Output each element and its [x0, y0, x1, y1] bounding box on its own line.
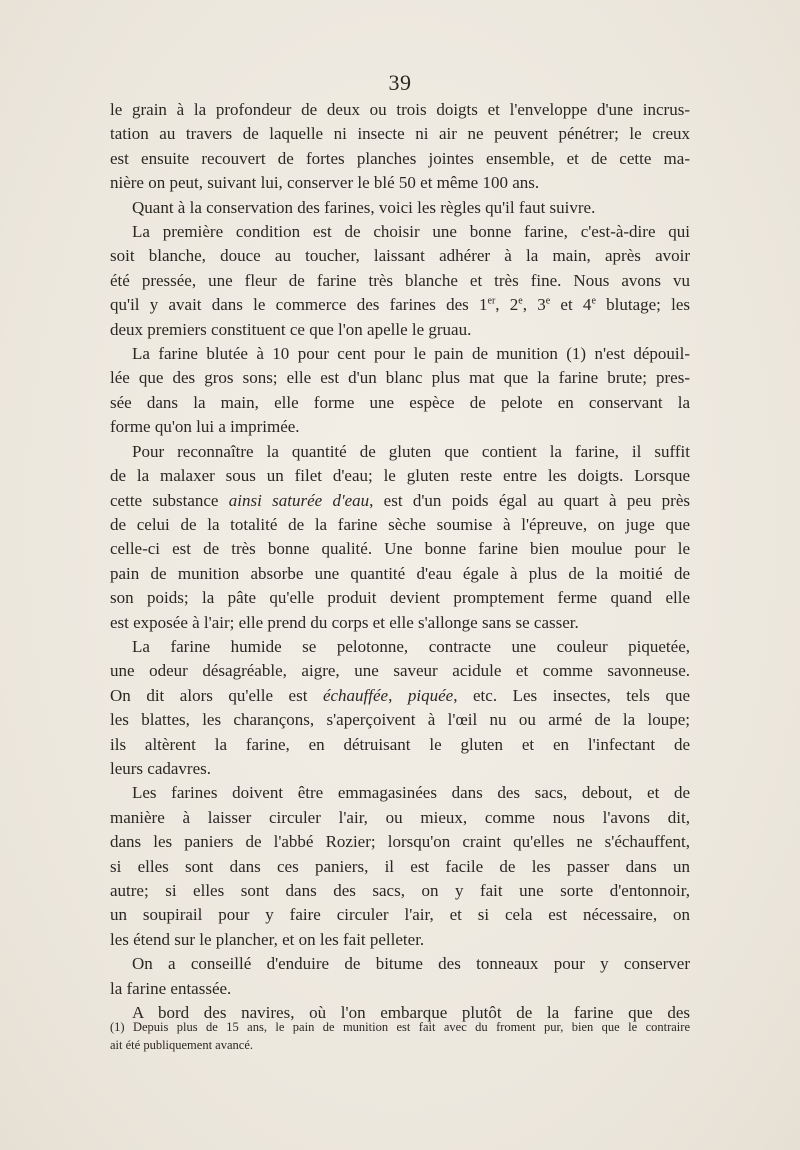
text-line: [110, 708, 690, 732]
italic-text: ainsi saturée d'eau: [228, 490, 370, 510]
text-segment: , 3: [522, 295, 546, 315]
text-segment: tation au travers de laquelle ni insecte ni air ne peuvent pénétrer; le creux: [110, 124, 690, 144]
text-segment: cette substance: [110, 490, 229, 510]
text-segment: et 4: [550, 295, 592, 315]
text-line: [110, 391, 690, 415]
text-segment: Pour reconnaître la quantité de gluten que contient la farine, il suffit: [132, 441, 690, 461]
text-segment: si elles sont dans ces paniers, il est facile de les passer dans un: [110, 856, 690, 876]
text-line: [110, 269, 690, 293]
text-segment: de la malaxer sous un filet d'eau; le gluten reste entre les doigts. Lorsque: [110, 466, 690, 486]
text-segment: manière à laisser circuler l'air, ou mieux, comme nous l'avons dit,: [110, 807, 690, 827]
text-segment: dans les paniers de l'abbé Rozier; lorsqu'on craint qu'elles ne s'échauffent,: [110, 832, 690, 852]
text-line: [110, 196, 690, 220]
text-segment: une odeur désagréable, aigre, une saveur acidule et comme savonneuse.: [110, 661, 690, 681]
text-segment: est ensuite recouvert de fortes planches jointes ensemble, et de cette ma-: [110, 148, 690, 168]
text-line: [110, 855, 690, 879]
text-line: [110, 489, 690, 513]
text-line: [110, 415, 690, 439]
text-segment: , 2: [495, 295, 519, 315]
text-segment: , est d'un poids égal au quart à peu près: [369, 490, 690, 510]
text-segment: celle-ci est de très bonne qualité. Une bonne farine bien moulue pour le: [110, 539, 690, 559]
text-line: [110, 977, 690, 1001]
text-segment: On dit alors qu'elle est: [110, 685, 323, 705]
text-line: [110, 220, 690, 244]
text-line: [110, 122, 690, 146]
text-segment: est exposée à l'air; elle prend du corps et elle s'allonge sans se casser.: [110, 612, 579, 632]
text-segment: On a conseillé d'enduire de bitume des tonneaux pour y conserver: [132, 954, 690, 974]
superscript: e: [591, 295, 596, 307]
text-line: [110, 366, 690, 390]
text-line: [110, 147, 690, 171]
text-line: [110, 733, 690, 757]
text-segment: son poids; la pâte qu'elle produit devient promptement ferme quand elle: [110, 588, 690, 608]
text-line: [110, 611, 690, 635]
body-text: [110, 98, 690, 1025]
text-segment: blutage; les: [595, 295, 691, 315]
footnote-line: (1) Depuis plus de 15 ans, le pain de munition est fait avec du froment pur, bien que le contraire: [110, 1020, 690, 1034]
text-segment: La farine blutée à 10 pour cent pour le pain de munition (1) n'est dépouil-: [132, 344, 690, 364]
text-segment: le grain à la profondeur de deux ou trois doigts et l'enveloppe d'une incrus-: [110, 100, 690, 119]
superscript: er: [487, 295, 496, 307]
text-segment: La farine humide se pelotonne, contracte une couleur piquetée,: [132, 636, 690, 656]
text-line: [110, 928, 690, 952]
text-line: [110, 464, 690, 488]
footnote: [110, 1018, 690, 1054]
text-segment: qu'il y avait dans le commerce des farines des 1: [110, 295, 488, 315]
footnote-line: ait été publiquement avancé.: [110, 1038, 253, 1052]
text-line: [110, 879, 690, 903]
text-line: [110, 537, 690, 561]
text-segment: Les farines doivent être emmagasinées dans des sacs, debout, et de: [132, 783, 690, 803]
text-line: [110, 293, 690, 317]
text-line: [110, 318, 690, 342]
text-line: [110, 244, 690, 268]
superscript: e: [518, 295, 523, 307]
text-segment: leurs cadavres.: [110, 758, 212, 778]
page-number: 39: [388, 70, 412, 95]
text-segment: les blattes, les charançons, s'aperçoivent à l'œil nu ou armé de la loupe;: [110, 710, 690, 730]
text-line: [110, 586, 690, 610]
text-segment: été pressée, une fleur de farine très blanche et très fine. Nous avons vu: [110, 270, 690, 290]
text-line: [110, 684, 690, 708]
text-segment: sée dans la main, elle forme une espèce de pelote en conservant la: [110, 392, 690, 412]
text-line: [110, 513, 690, 537]
text-line: [110, 781, 690, 805]
text-line: [110, 562, 690, 586]
text-line: [110, 171, 690, 195]
text-line: [110, 635, 690, 659]
text-segment: , etc. Les insectes, tels que: [453, 685, 690, 705]
text-segment: forme qu'on lui a imprimée.: [110, 417, 300, 437]
text-segment: deux premiers constituent ce que l'on apelle le gruau.: [110, 319, 472, 339]
text-segment: les étend sur le plancher, et on les fait pelleter.: [110, 929, 425, 949]
text-segment: soit blanche, douce au toucher, laissant adhérer à la main, après avoir: [110, 246, 690, 266]
text-segment: autre; si elles sont dans des sacs, on y fait une sorte d'entonnoir,: [110, 881, 690, 900]
text-segment: pain de munition absorbe une quantité d'eau égale à plus de la moitié de: [110, 563, 690, 583]
text-line: [110, 757, 690, 781]
text-line: [110, 830, 690, 854]
text-line: [110, 806, 690, 830]
text-segment: la farine entassée.: [110, 978, 232, 998]
italic-text: échauffée: [322, 685, 389, 705]
text-line: [110, 952, 690, 976]
text-segment: A bord des navires, où l'on embarque plutôt de la farine que des: [132, 1003, 690, 1023]
text-segment: ,: [388, 685, 408, 705]
text-line: [110, 342, 690, 366]
text-line: [110, 440, 690, 464]
text-segment: lée que des gros sons; elle est d'un blanc plus mat que la farine brute; pres-: [110, 368, 690, 388]
text-segment: un soupirail pour y faire circuler l'air, et si cela est nécessaire, on: [110, 905, 690, 925]
italic-text: piquée: [407, 685, 454, 705]
text-segment: nière on peut, suivant lui, conserver le blé 50 et même 100 ans.: [110, 173, 540, 193]
text-segment: ils altèrent la farine, en détruisant le gluten et en l'infectant de: [110, 734, 690, 754]
text-line: [110, 98, 690, 122]
text-line: [110, 903, 690, 927]
text-segment: La première condition est de choisir une bonne farine, c'est-à-dire qui: [132, 222, 690, 242]
superscript: e: [545, 295, 551, 307]
text-segment: Quant à la conservation des farines, voici les règles qu'il faut suivre.: [132, 197, 596, 217]
text-line: [110, 659, 690, 683]
text-segment: de celui de la totalité de la farine sèche soumise à l'épreuve, on juge que: [110, 514, 690, 534]
